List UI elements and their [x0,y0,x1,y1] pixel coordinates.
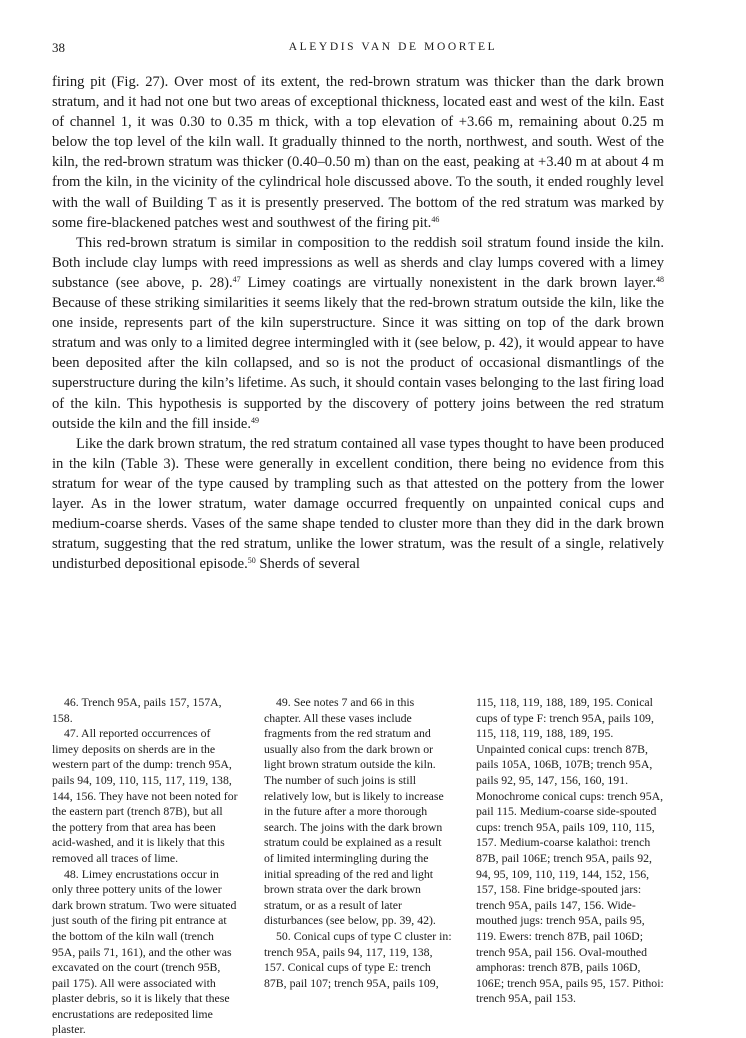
footnote: 50. Conical cups of type C cluster in: trench 95A, pails 94, 117, 119, 138, 157. Conical cups of type E: trench 87B, pail 107; trench 95A, pails 109, [264,928,452,990]
footnote-column-3 [476,695,664,1038]
paragraph-text: This red-brown stratum is similar in composition to the reddish soil stratum found inside the kiln. Both include clay lumps with reed impressions as well as sherds and clay lumps covered with a limey substance (see above, p. 28). [52,234,664,291]
page-number: 38 [52,40,65,55]
body-paragraph [52,233,664,434]
footnote: 115, 118, 119, 188, 189, 195. Conical cups of type F: trench 95A, pails 109, 115, 118, 119, 188, 189, 195. Unpainted conical cups: trench 87B, pails 105A, 106B, 107B; trench 95A, pails 92, 95, 147, 156, 160, 191. Monochrome conical cups: trench 95A, pail 115. Medium-coarse side-spouted cups: trench 95A, pails 109, 110, 115, 157. Medium-coarse kalathoi: trench 87B, pail 106E; trench 95A, pails 92, 94, 95, 109, 110, 119, 144, 152, 156, 157, 158. Fine bridge-spouted jars: trench 95A, pails 147, 156. Wide-mouthed jugs: trench 95A, pails 95, 119. Ewers: trench 87B, pail 106D; trench 95A, pail 156. Oval-mouthed amphoras: trench 87B, pails 106D, 106E; trench 95A, pails 95, 157. Pithoi: trench 95A, pail 153. [476,695,664,1006]
footnote-ref[interactable]: 46 [431,214,440,224]
footnote-ref[interactable]: 49 [251,415,260,425]
footnotes [52,695,664,1038]
footnote: 49. See notes 7 and 66 in this chapter. All these vases include fragments from the red stratum and usually also from the dark brown or light brown stratum outside the kiln. The number of such joins is still relatively low, but is likely to increase in the future after a more thorough search. The joins with the dark brown stratum could be explained as a result of limited intermingling during the initial spreading of the red and light brown strata over the dark brown stratum, or as a result of later disturbances (see below, pp. 39, 42). [264,695,444,928]
footnote-ref[interactable]: 50 [247,556,256,566]
paragraph-text: Because of these striking similarities it seems likely that the red-brown stratum outside the kiln, like the one inside, represents part of the kiln superstructure. Since it was sitting on top of the dark brown stratum and was only to a limited degree intermingled with it (see below, p. 42), it would appear to have been deposited after the kiln collapsed, and so is not the product of occasional dismantlings of the superstructure during the kiln’s lifetime. As such, it should contain vases belonging to the last firing load of the kiln. This hypothesis is supported by the discovery of pottery joins between the red stratum outside the kiln and the fill inside. [52,295,664,432]
paragraph-text: firing pit (Fig. 27). Over most of its extent, the red-brown stratum was thicker than the dark brown stratum, and it had not one but two areas of exceptional thickness, located east and west of the kiln. East of channel 1, it was 0.30 to 0.35 m thick, with a top elevation of +3.66 m, remaining about 0.25 m below the top level of the kiln wall. It gradually thinned to the north, northwest, and south. West of the kiln, the red-brown stratum was thicker (0.40–0.50 m) than on the east, peaking at +3.40 m at about 4 m from the kiln, in the vicinity of the cylindrical hole discussed above. To the south, it ended roughly level with the wall of Building T as it is presently preserved. The bottom of the red stratum was marked by some fire-blackened patches west and southwest of the firing pit. [52,74,664,231]
footnote-ref[interactable]: 47 [232,274,241,284]
paragraph-text: Sherds of several [255,556,360,573]
paragraph-text: Limey coatings are virtually nonexistent in the dark brown layer. [240,274,656,291]
body-paragraph [52,434,664,575]
footnote: 46. Trench 95A, pails 157, 157A, 158. [52,695,222,725]
body-paragraph [52,72,664,233]
footnote-ref[interactable]: 48 [656,274,664,284]
footnote: 47. All reported occurrences of limey deposits on sherds are in the western part of the dump: trench 95A, pails 94, 109, 110, 115, 117, 119, 138, 144, 156. They have not been noted for the eastern part (trench 87B), but all the pottery from that area has been acid-washed, and it is likely that this removed all traces of lime. [52,726,238,865]
body-text [52,72,664,574]
footnote: 48. Limey encrustations occur in only three pottery units of the lower dark brown stratum. Two were situated just south of the firing pit entrance at the bottom of the kiln wall (trench 95A, pails 71, 161), and the other was excavated on the court (trench 95B, pail 175). All were associated with plaster debris, so it is likely that these encrustations are redeposited lime plaster. [52,866,237,1037]
running-head: ALEYDIS VAN DE MOORTEL [288,41,498,53]
footnote-column-1 [52,695,240,1038]
paragraph-text: Like the dark brown stratum, the red stratum contained all vase types thought to have been produced in the kiln (Table 3). These were generally in excellent condition, there being no evidence from this stratum for wear of the type caused by trampling such as that attested on the pottery from the lower layer. As in the lower stratum, water damage occurred frequently on unpainted conical cups and medium-coarse sherds. Vases of the same shape tended to cluster more than they did in the dark brown stratum, suggesting that the red stratum, unlike the lower stratum, was the result of a single, relatively undisturbed depositional episode. [52,435,664,573]
footnote-column-2 [264,695,452,1038]
